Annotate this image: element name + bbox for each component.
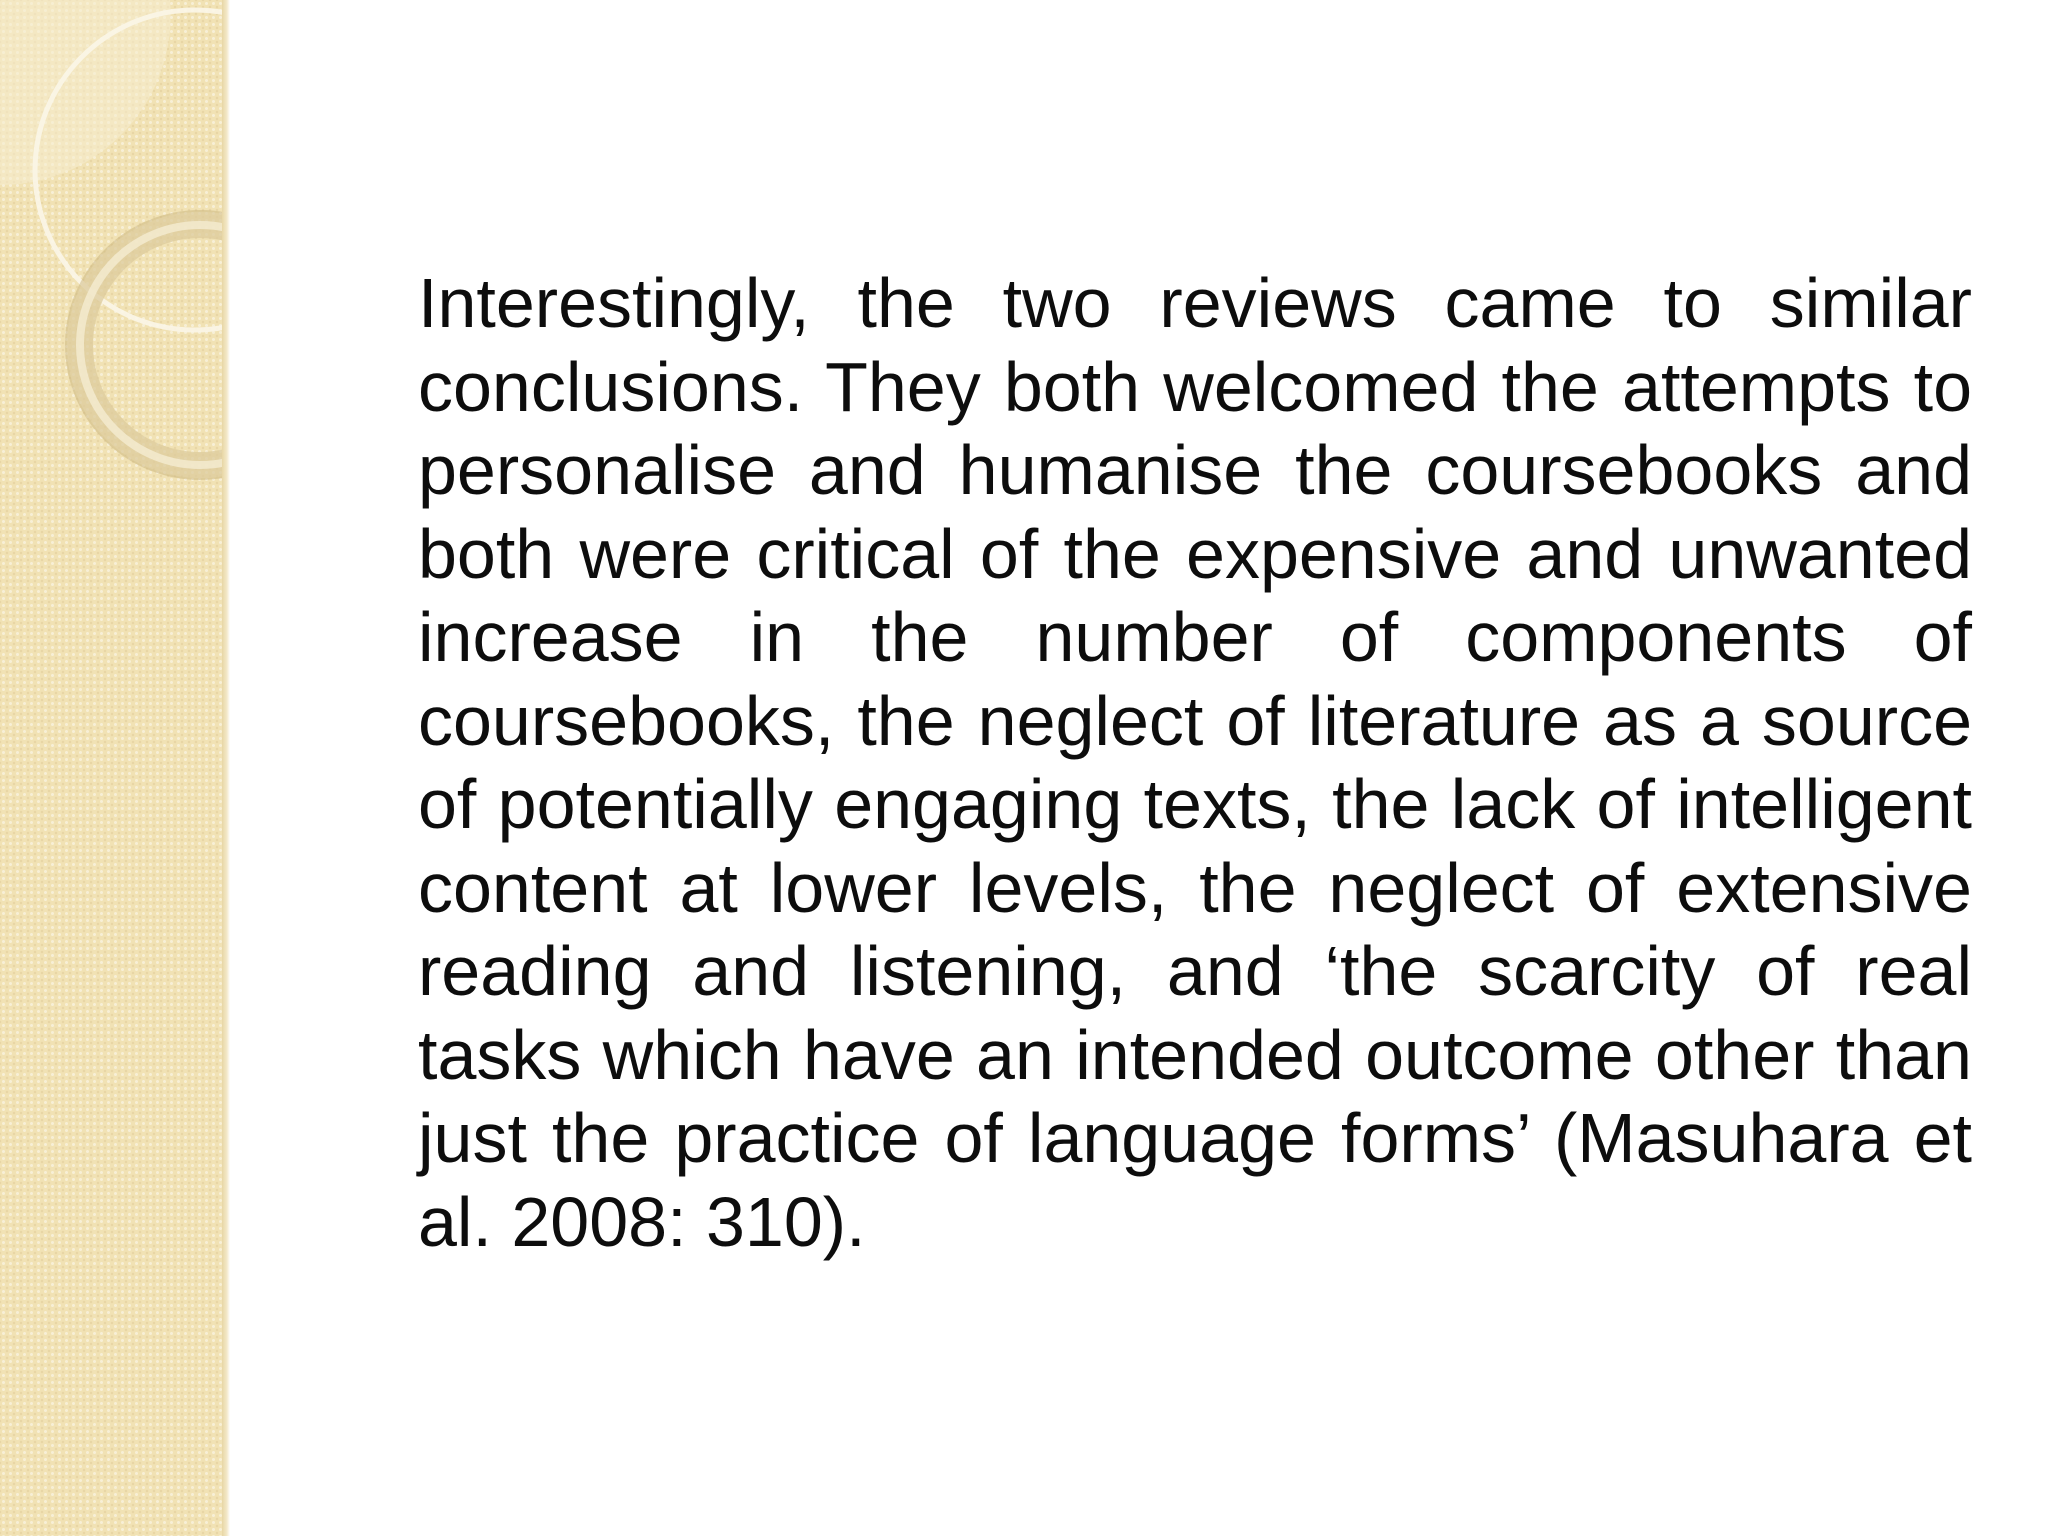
decorative-rings bbox=[0, 0, 227, 520]
side-panel-edge bbox=[222, 0, 230, 1536]
decorative-side-panel bbox=[0, 0, 227, 1536]
slide-body-text: Interestingly, the two reviews came to similar conclusions. They both welcomed the attempts to personalise and humanise the coursebooks and both were critical of the expensive and unwanted increase in the number of components of coursebooks, the neglect of literature as a source of potentially engaging texts, the lack of intelligent content at lower levels, the neglect of extensive reading and listening, and ‘the scarcity of real tasks which have an intended outcome other than just the practice of language forms’ (Masuhara et al. 2008: 310). bbox=[418, 264, 1972, 1261]
